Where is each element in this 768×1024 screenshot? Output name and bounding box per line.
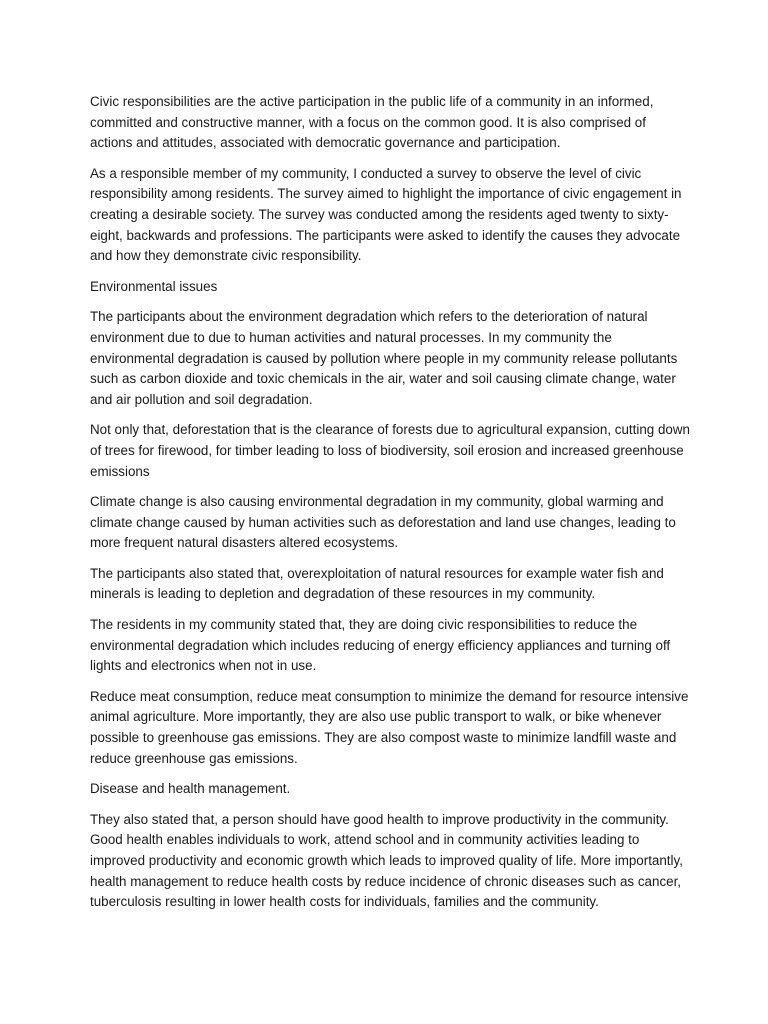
paragraph-meat-consumption: Reduce meat consumption, reduce meat consumption to minimize the demand for resource intensive animal agriculture. More importantly, they are also use public transport to walk, or bike whenever possible to greenhouse gas emissions. They are also compost waste to minimize landfill waste and reduce greenhouse gas emissions. — [90, 688, 689, 766]
paragraph-climate-change: Climate change is also causing environmental degradation in my community, global warming and climate change caused by human activities such as deforestation and land use changes, leading to more frequent natural disasters altered ecosystems. — [90, 494, 676, 551]
paragraph-survey: As a responsible member of my community, I conducted a survey to observe the level of civic responsibility among residents. The survey aimed to highlight the importance of civic engagement in creating a desirable society. The survey was conducted among the residents aged twenty to sixty-eight, backwards and professions. The participants were asked to identify the causes they advocate and how they demonstrate civic responsibility. — [90, 165, 682, 264]
heading-environmental-issues: Environmental issues — [90, 278, 218, 294]
paragraph-deforestation: Not only that, deforestation that is the clearance of forests due to agricultural expansion, cutting down of trees for firewood, for timber leading to loss of biodiversity, soil erosion and increased greenhouse emissions — [90, 422, 690, 479]
document-body — [90, 92, 690, 923]
paragraph-residents-actions: The residents in my community stated that, they are doing civic responsibilities to reduce the environmental degradation which includes reducing of energy efficiency appliances and turning off lights and electronics when not in use. — [90, 617, 671, 674]
paragraph-intro: Civic responsibilities are the active participation in the public life of a community in an informed, committed and constructive manner, with a focus on the common good. It is also comprised of actions and attitudes, associated with democratic governance and participation. — [90, 94, 654, 151]
heading-disease-health: Disease and health management. — [90, 781, 291, 797]
paragraph-overexploitation: The participants also stated that, overexploitation of natural resources for example water fish and minerals is leading to depletion and degradation of these resources in my community. — [90, 565, 664, 602]
paragraph-degradation: The participants about the environment degradation which refers to the deterioration of natural environment due to due to human activities and natural processes. In my community the environmental degradation is caused by pollution where people in my community release pollutants such as carbon dioxide and toxic chemicals in the air, water and soil causing climate change, water and air pollution and soil degradation. — [90, 309, 678, 407]
paragraph-health: They also stated that, a person should have good health to improve productivity in the community. Good health enables individuals to work, attend school and in community activities leading to improved productivity and economic growth which leads to improved quality of life. More importantly, health management to reduce health costs by reduce incidence of chronic diseases such as cancer, tuberculosis resulting in lower health costs for individuals, families and the community. — [90, 811, 683, 910]
